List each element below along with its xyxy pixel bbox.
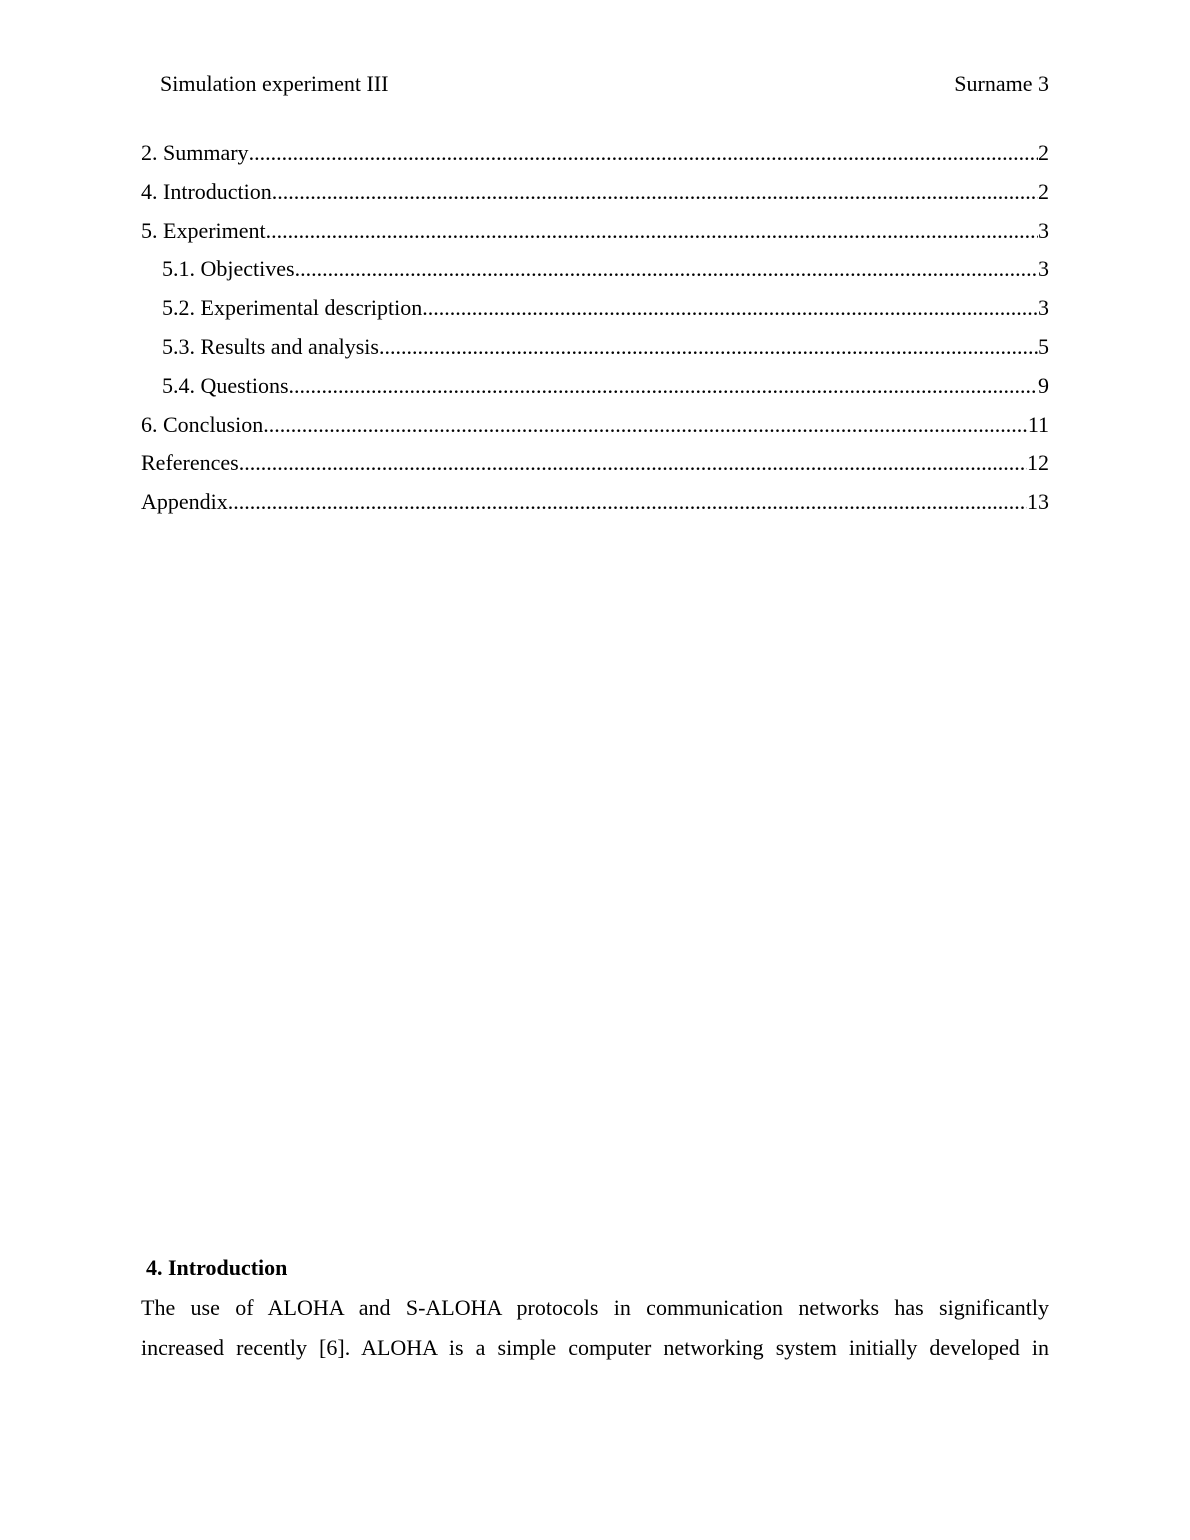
- toc-entry-page: 3: [1038, 217, 1049, 243]
- toc-entry-page: 13: [1027, 489, 1049, 515]
- table-of-contents: [141, 139, 1049, 527]
- toc-entry-objectives[interactable]: [141, 255, 1049, 294]
- toc-entry-introduction[interactable]: [141, 178, 1049, 217]
- toc-entry-page: 2: [1038, 140, 1049, 165]
- section-heading-introduction: 4. Introduction: [146, 1255, 288, 1280]
- toc-entry-appendix[interactable]: [141, 488, 1049, 527]
- toc-entry-title: 5. Experiment: [141, 217, 266, 243]
- toc-entry-title: 5.1. Objectives: [162, 256, 295, 282]
- toc-dot-leader: [249, 139, 1038, 167]
- toc-dot-leader: [289, 372, 1039, 400]
- toc-dot-leader: [263, 411, 1028, 439]
- toc-entry-references[interactable]: [141, 449, 1049, 488]
- paragraph-line: increased recently [6]. ALOHA is a simple computer networking system initially developed in: [141, 1335, 1049, 1360]
- header-page-number: Surname 3: [954, 71, 1049, 96]
- toc-entry-page: 12: [1027, 450, 1049, 476]
- toc-entry-title: 6. Conclusion: [141, 411, 264, 437]
- toc-entry-questions[interactable]: [141, 372, 1049, 411]
- toc-dot-leader: [266, 217, 1038, 245]
- toc-dot-leader: [295, 255, 1038, 283]
- toc-entry-title: 5.3. Results and analysis: [162, 333, 379, 359]
- toc-entry-experiment[interactable]: [141, 217, 1049, 256]
- toc-entry-experimental-description[interactable]: [141, 294, 1049, 333]
- toc-entry-summary[interactable]: [141, 139, 1049, 178]
- toc-entry-page: 3: [1038, 295, 1049, 321]
- toc-entry-title: References: [141, 450, 239, 476]
- header-title: Simulation experiment III: [160, 71, 389, 96]
- introduction-paragraph: [141, 1288, 1049, 1368]
- toc-dot-leader: [228, 488, 1027, 516]
- paragraph-line: The use of ALOHA and S-ALOHA protocols in communication networks has significantly: [141, 1295, 1049, 1320]
- toc-entry-page: 3: [1038, 256, 1049, 282]
- page-header: [160, 70, 1049, 98]
- toc-entry-title: 5.2. Experimental description: [162, 295, 423, 321]
- toc-dot-leader: [422, 294, 1038, 322]
- toc-dot-leader: [379, 333, 1038, 361]
- toc-entry-title: 4. Introduction: [141, 178, 272, 204]
- toc-dot-leader: [272, 178, 1038, 206]
- toc-entry-page: 5: [1038, 333, 1049, 359]
- toc-entry-title: 5.4. Questions: [162, 372, 289, 398]
- toc-dot-leader: [239, 449, 1027, 477]
- toc-entry-title: 2. Summary: [141, 140, 249, 165]
- toc-entry-title: Appendix: [141, 489, 228, 515]
- toc-entry-results-and-analysis[interactable]: [141, 333, 1049, 372]
- toc-entry-page: 2: [1038, 178, 1049, 204]
- toc-entry-conclusion[interactable]: [141, 411, 1049, 450]
- toc-entry-page: 9: [1038, 372, 1049, 398]
- toc-entry-page: 11: [1027, 411, 1049, 437]
